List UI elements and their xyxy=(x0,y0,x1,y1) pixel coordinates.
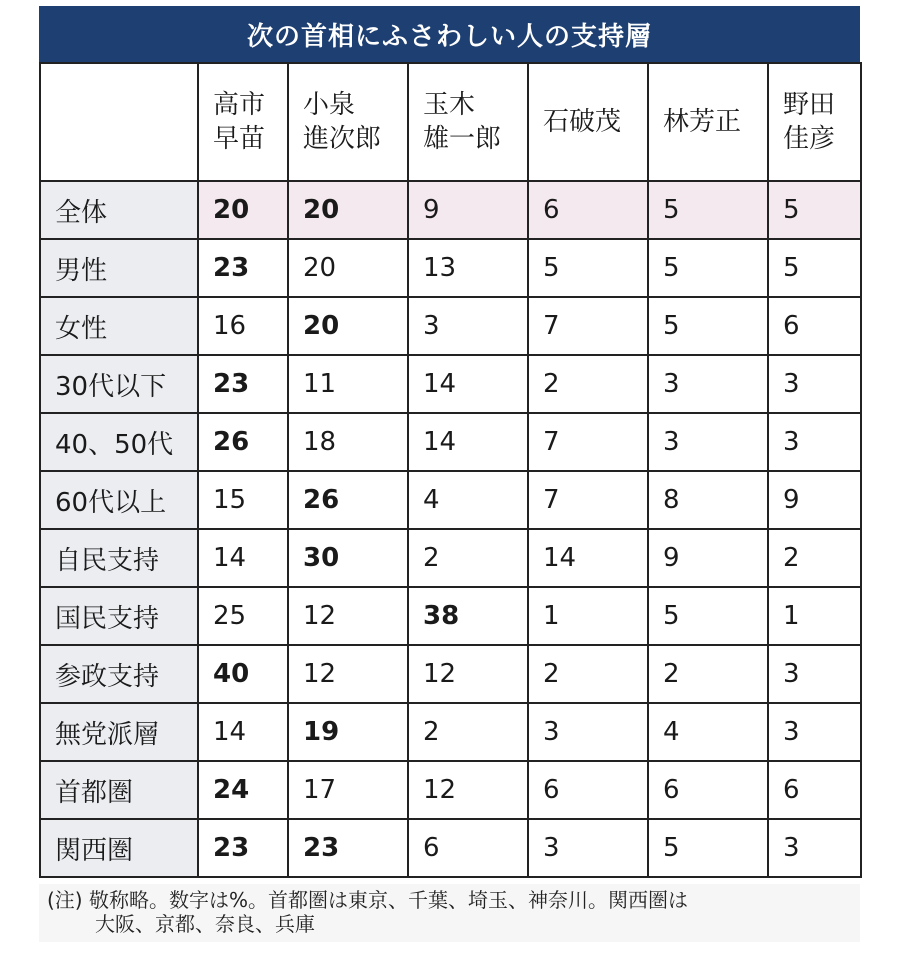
table-cell: 4 xyxy=(648,703,768,761)
table-cell: 26 xyxy=(198,413,288,471)
table-row xyxy=(40,471,861,529)
table-cell: 13 xyxy=(408,239,528,297)
column-header-line: 林芳正 xyxy=(663,107,742,137)
chart-title: 次の首相にふさわしい人の支持層 xyxy=(39,6,860,62)
table-cell: 1 xyxy=(768,587,861,645)
table-cell: 9 xyxy=(648,529,768,587)
table-cell: 12 xyxy=(288,645,408,703)
column-header xyxy=(648,63,768,181)
chart-container xyxy=(39,6,860,942)
table-cell: 23 xyxy=(288,819,408,877)
table-row xyxy=(40,645,861,703)
table-cell: 11 xyxy=(288,355,408,413)
footnote xyxy=(39,884,860,942)
table-cell: 8 xyxy=(648,471,768,529)
row-label: 男性 xyxy=(40,239,198,297)
table-cell: 5 xyxy=(768,239,861,297)
column-header-line: 高市 xyxy=(213,90,266,120)
table-cell: 4 xyxy=(408,471,528,529)
table-cell: 20 xyxy=(288,297,408,355)
table-cell: 14 xyxy=(408,355,528,413)
table-cell: 12 xyxy=(288,587,408,645)
column-header-line: 雄一郎 xyxy=(423,124,502,154)
table-cell: 5 xyxy=(648,297,768,355)
table-cell: 3 xyxy=(528,819,648,877)
table-cell: 3 xyxy=(648,355,768,413)
row-label: 無党派層 xyxy=(40,703,198,761)
table-cell: 23 xyxy=(198,239,288,297)
table-cell: 38 xyxy=(408,587,528,645)
table-cell: 14 xyxy=(528,529,648,587)
table-cell: 3 xyxy=(648,413,768,471)
table-cell: 9 xyxy=(768,471,861,529)
table-cell: 5 xyxy=(528,239,648,297)
table-cell: 24 xyxy=(198,761,288,819)
table-cell: 20 xyxy=(288,239,408,297)
table-cell: 5 xyxy=(648,587,768,645)
table-cell: 5 xyxy=(648,239,768,297)
table-cell: 5 xyxy=(648,181,768,239)
row-label: 女性 xyxy=(40,297,198,355)
table-cell: 16 xyxy=(198,297,288,355)
header-corner xyxy=(40,63,198,181)
table-cell: 7 xyxy=(528,413,648,471)
column-header-line: 小泉 xyxy=(303,90,356,120)
footnote-line-1: (注) 敬称略。数字は%。首都圏は東京、千葉、埼玉、神奈川。関西圏は xyxy=(47,888,688,912)
table-cell: 9 xyxy=(408,181,528,239)
table-cell: 12 xyxy=(408,761,528,819)
table-cell: 1 xyxy=(528,587,648,645)
table-body xyxy=(40,181,861,877)
table-row xyxy=(40,587,861,645)
table-row xyxy=(40,529,861,587)
table-cell: 2 xyxy=(648,645,768,703)
table-cell: 3 xyxy=(768,703,861,761)
column-header xyxy=(408,63,528,181)
table-cell: 12 xyxy=(408,645,528,703)
table-cell: 18 xyxy=(288,413,408,471)
table-row xyxy=(40,239,861,297)
column-header-line: 進次郎 xyxy=(303,124,382,154)
table-cell: 6 xyxy=(768,297,861,355)
row-label: 30代以下 xyxy=(40,355,198,413)
table-row xyxy=(40,703,861,761)
table-row xyxy=(40,413,861,471)
table-cell: 3 xyxy=(408,297,528,355)
table-cell: 7 xyxy=(528,471,648,529)
table-cell: 2 xyxy=(528,355,648,413)
table-cell: 6 xyxy=(528,181,648,239)
table-cell: 2 xyxy=(408,529,528,587)
table-cell: 23 xyxy=(198,819,288,877)
column-header xyxy=(768,63,861,181)
table-cell: 20 xyxy=(288,181,408,239)
table-cell: 5 xyxy=(768,181,861,239)
column-header xyxy=(198,63,288,181)
header-row xyxy=(40,63,861,181)
table-cell: 40 xyxy=(198,645,288,703)
table-cell: 14 xyxy=(198,529,288,587)
table-cell: 3 xyxy=(768,819,861,877)
table-cell: 2 xyxy=(768,529,861,587)
row-label: 自民支持 xyxy=(40,529,198,587)
row-label: 40、50代 xyxy=(40,413,198,471)
table-cell: 2 xyxy=(528,645,648,703)
table-cell: 6 xyxy=(408,819,528,877)
table-cell: 3 xyxy=(768,645,861,703)
table-cell: 23 xyxy=(198,355,288,413)
column-header-line: 早苗 xyxy=(213,124,266,154)
table-cell: 3 xyxy=(528,703,648,761)
column-header-line: 玉木 xyxy=(423,90,476,120)
table-cell: 30 xyxy=(288,529,408,587)
table-cell: 20 xyxy=(198,181,288,239)
table-cell: 7 xyxy=(528,297,648,355)
footnote-line-2: 大阪、京都、奈良、兵庫 xyxy=(95,912,315,936)
table-cell: 14 xyxy=(408,413,528,471)
table-cell: 6 xyxy=(768,761,861,819)
table-cell: 19 xyxy=(288,703,408,761)
table-cell: 6 xyxy=(528,761,648,819)
table-cell: 17 xyxy=(288,761,408,819)
table-cell: 6 xyxy=(648,761,768,819)
table-cell: 2 xyxy=(408,703,528,761)
table-row xyxy=(40,355,861,413)
table-cell: 25 xyxy=(198,587,288,645)
table-cell: 26 xyxy=(288,471,408,529)
column-header xyxy=(528,63,648,181)
column-header-line: 野田 xyxy=(783,90,836,120)
support-table xyxy=(39,62,862,878)
row-label: 60代以上 xyxy=(40,471,198,529)
table-cell: 3 xyxy=(768,413,861,471)
table-cell: 14 xyxy=(198,703,288,761)
table-row xyxy=(40,297,861,355)
table-row xyxy=(40,181,861,239)
table-row xyxy=(40,761,861,819)
table-cell: 15 xyxy=(198,471,288,529)
column-header xyxy=(288,63,408,181)
row-label: 首都圏 xyxy=(40,761,198,819)
column-header-line: 佳彦 xyxy=(783,124,836,154)
column-header-line: 石破茂 xyxy=(543,107,622,137)
table-cell: 5 xyxy=(648,819,768,877)
table-row xyxy=(40,819,861,877)
row-label: 国民支持 xyxy=(40,587,198,645)
row-label: 関西圏 xyxy=(40,819,198,877)
table-cell: 3 xyxy=(768,355,861,413)
row-label: 参政支持 xyxy=(40,645,198,703)
row-label: 全体 xyxy=(40,181,198,239)
